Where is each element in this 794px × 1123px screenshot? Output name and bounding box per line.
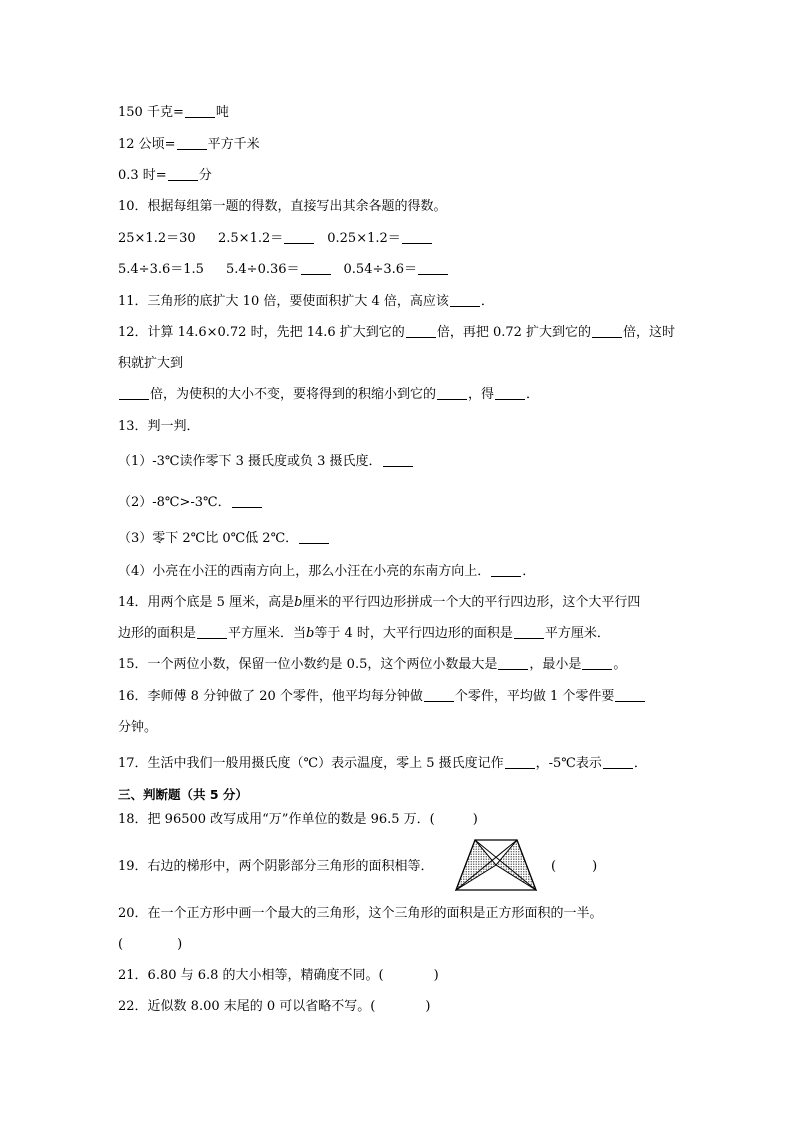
question-13: 13．判一判． bbox=[118, 419, 200, 434]
question-16-line-1: 16．李师傅 8 分钟做了 20 个零件，他平均每分钟做 个零件，平均做 1 个零件要 bbox=[118, 688, 646, 706]
line-12ha: 12 公顷= 平方千米 bbox=[118, 137, 260, 152]
line-0.3h: 0.3 时= 分 bbox=[118, 168, 212, 183]
question-12-line-1: 12．计算 14.6×0.72 时，先把 14.6 扩大到它的 倍，再把 0.72 扩大到它的 倍，这时 bbox=[118, 325, 676, 340]
shaded-triangle-left bbox=[456, 840, 496, 890]
answer-blank[interactable] bbox=[514, 625, 544, 639]
answer-blank[interactable] bbox=[603, 755, 633, 769]
answer-blank[interactable] bbox=[299, 530, 329, 544]
answer-blank[interactable] bbox=[168, 167, 198, 181]
question-13-3: （3）零下 2℃比 0℃低 2℃． bbox=[118, 530, 330, 548]
answer-blank[interactable] bbox=[197, 625, 227, 639]
answer-blank[interactable] bbox=[177, 136, 207, 150]
question-21: 21．6.80 与 6.8 的大小相等，精确度不同。( ) bbox=[118, 968, 439, 983]
answer-blank[interactable] bbox=[582, 656, 612, 670]
variable-b: b bbox=[306, 626, 315, 641]
trapezoid-figure bbox=[455, 838, 537, 892]
answer-blank[interactable] bbox=[615, 688, 645, 702]
line-150kg: 150 千克= 吨 bbox=[118, 105, 229, 120]
variable-b: b bbox=[294, 595, 303, 610]
answer-blank[interactable] bbox=[592, 324, 622, 338]
answer-blank[interactable] bbox=[450, 293, 480, 307]
question-10-row-2: 5.4÷3.6＝1.5 5.4÷0.36＝ 0.54÷3.6＝ bbox=[118, 261, 449, 279]
answer-blank[interactable] bbox=[402, 230, 432, 244]
question-20-parens: ( ) bbox=[118, 937, 183, 952]
answer-blank[interactable] bbox=[418, 261, 448, 275]
question-13-2: （2）-8℃>-3℃． bbox=[118, 494, 263, 512]
answer-blank[interactable] bbox=[505, 755, 535, 769]
answer-blank[interactable] bbox=[284, 230, 314, 244]
shaded-triangle-right bbox=[496, 840, 536, 890]
answer-blank[interactable] bbox=[424, 688, 454, 702]
question-14-line-1: 14．用两个底是 5 厘米，高是b厘米的平行四边形拼成一个大的平行四边形，这个大平行四 bbox=[118, 595, 641, 610]
question-12-line-2: 积就扩大到 bbox=[118, 356, 184, 371]
question-14-line-2: 边形的面积是 平方厘米．当b等于 4 时，大平行四边形的面积是 平方厘米． bbox=[118, 626, 610, 641]
section-3-heading: 三、判断题（共 5 分） bbox=[118, 787, 248, 802]
answer-blank[interactable] bbox=[383, 453, 413, 467]
question-19: 19．右边的梯形中，两个阴影部分三角形的面积相等． bbox=[118, 859, 434, 874]
question-10: 10．根据每组第一题的得数，直接写出其余各题的得数。 bbox=[118, 199, 447, 214]
question-13-1: （1）-3℃读作零下 3 摄氏度或负 3 摄氏度． bbox=[118, 453, 414, 471]
answer-blank[interactable] bbox=[119, 386, 149, 400]
question-18: 18．把 96500 改写成用“万”作单位的数是 96.5 万．( ) bbox=[118, 812, 478, 827]
question-11: 11．三角形的底扩大 10 倍，要使面积扩大 4 倍，高应该 ． bbox=[118, 294, 494, 309]
question-10-row-1: 25×1.2＝30 2.5×1.2＝ 0.25×1.2＝ bbox=[118, 230, 433, 248]
question-13-4: （4）小亮在小汪的西南方向上，那么小汪在小亮的东南方向上． ． bbox=[118, 564, 536, 579]
answer-blank[interactable] bbox=[437, 386, 467, 400]
question-15: 15．一个两位小数，保留一位小数约是 0.5，这个两位小数最大是 ，最小是 。 bbox=[118, 657, 627, 672]
question-16-line-2: 分钟。 bbox=[118, 720, 158, 735]
question-22: 22．近似数 8.00 末尾的 0 可以省略不写。( ) bbox=[118, 999, 431, 1014]
answer-blank[interactable] bbox=[185, 104, 215, 118]
question-20: 20．在一个正方形中画一个最大的三角形，这个三角形的面积是正方形面积的一半。 bbox=[118, 906, 603, 921]
answer-blank[interactable] bbox=[301, 261, 331, 275]
answer-blank[interactable] bbox=[498, 656, 528, 670]
question-19-parens: ( ) bbox=[551, 859, 598, 874]
question-17: 17．生活中我们一般用摄氏度（℃）表示温度，零上 5 摄氏度记作 ，-5℃表示 ． bbox=[118, 756, 647, 771]
answer-blank[interactable] bbox=[491, 563, 521, 577]
answer-blank[interactable] bbox=[495, 386, 525, 400]
answer-blank[interactable] bbox=[232, 494, 262, 508]
question-12-line-3: 倍，为使积的大小不变，要将得到的积缩小到它的 ，得 ． bbox=[118, 386, 539, 404]
answer-blank[interactable] bbox=[406, 324, 436, 338]
